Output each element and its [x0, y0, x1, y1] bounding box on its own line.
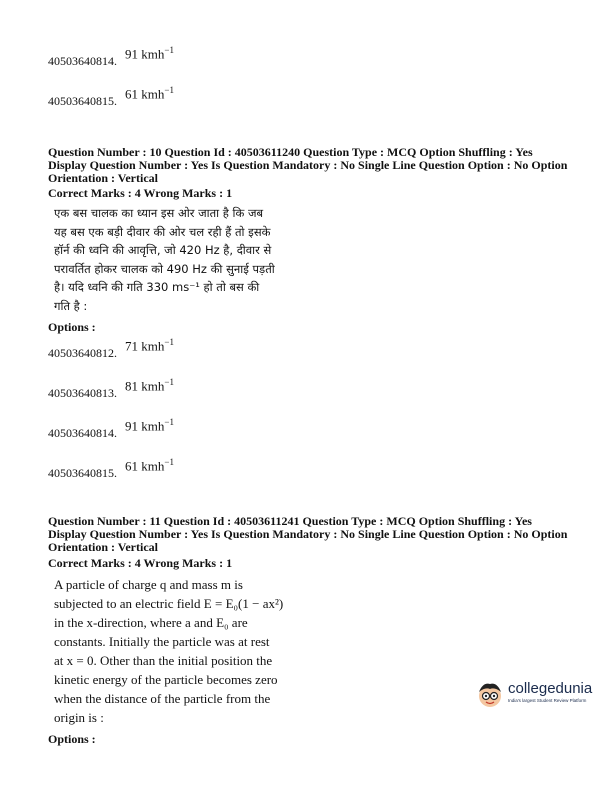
option-value: 91 kmh$^{-1}$ [125, 417, 174, 434]
option-value: 61 kmh$^{-1}$ [125, 457, 174, 474]
option-row [48, 377, 174, 401]
option-value: 91 kmh$^{-1}$ [125, 45, 174, 62]
option-id: 40503640815. [48, 94, 117, 108]
mascot-icon [475, 680, 505, 710]
marks-label: Correct Marks : 4 Wrong Marks : 1 [48, 186, 233, 200]
option-value: 81 kmh$^{-1}$ [125, 377, 174, 394]
option-value: 61 kmh$^{-1}$ [125, 85, 174, 102]
collegedunia-logo [475, 680, 592, 710]
option-row [48, 85, 174, 109]
option-row [48, 337, 174, 361]
options-label: Options : [48, 732, 96, 746]
option-id: 40503640813. [48, 386, 117, 400]
logo-tagline: India's largest Student Review Platform [508, 698, 587, 703]
option-row [48, 417, 174, 441]
option-value: 71 kmh$^{-1}$ [125, 337, 174, 354]
question-header: Question Number : 11 Question Id : 40503611241 Question Type : MCQ Option Shuffling : Yes Display Question Number : Yes Is Question Mandatory : No Single Line Question Option : No Option Orientation : Vertical [48, 514, 568, 554]
option-row [48, 457, 174, 481]
question-text: एक बस चालक का ध्यान इस ओर जाता है कि जब यह बस एक बड़ी दीवार की ओर चल रही हैं तो इसके हॉर्न की ध्वनि की आवृत्ति, जो 420 Hz है, दीवार से परावर्तित होकर चालक को 490 Hz की सुनाई पड़ती है। यदि ध्वनि की गति 330 ms⁻¹ हो तो बस की गति है : [54, 206, 275, 313]
option-row [48, 45, 174, 69]
options-label: Options : [48, 320, 96, 334]
option-id: 40503640814. [48, 54, 117, 68]
option-id: 40503640812. [48, 346, 117, 360]
marks-label: Correct Marks : 4 Wrong Marks : 1 [48, 556, 233, 570]
option-id: 40503640814. [48, 426, 117, 440]
question-header: Question Number : 10 Question Id : 40503611240 Question Type : MCQ Option Shuffling : Yes Display Question Number : Yes Is Question Mandatory : No Single Line Question Option : No Option Orientation : Vertical [48, 145, 568, 185]
question-text: A particle of charge q and mass m is subjected to an electric field E = E₀(1 − ax²) in the x-direction, where a and E₀ are constants. Initially the particle was at rest at x = 0. Other than the initial position the kinetic energy of the particle becomes zero when the distance of the particle from the origin is : [54, 577, 284, 725]
logo-name: collegedunia [508, 680, 593, 697]
option-id: 40503640815. [48, 466, 117, 480]
